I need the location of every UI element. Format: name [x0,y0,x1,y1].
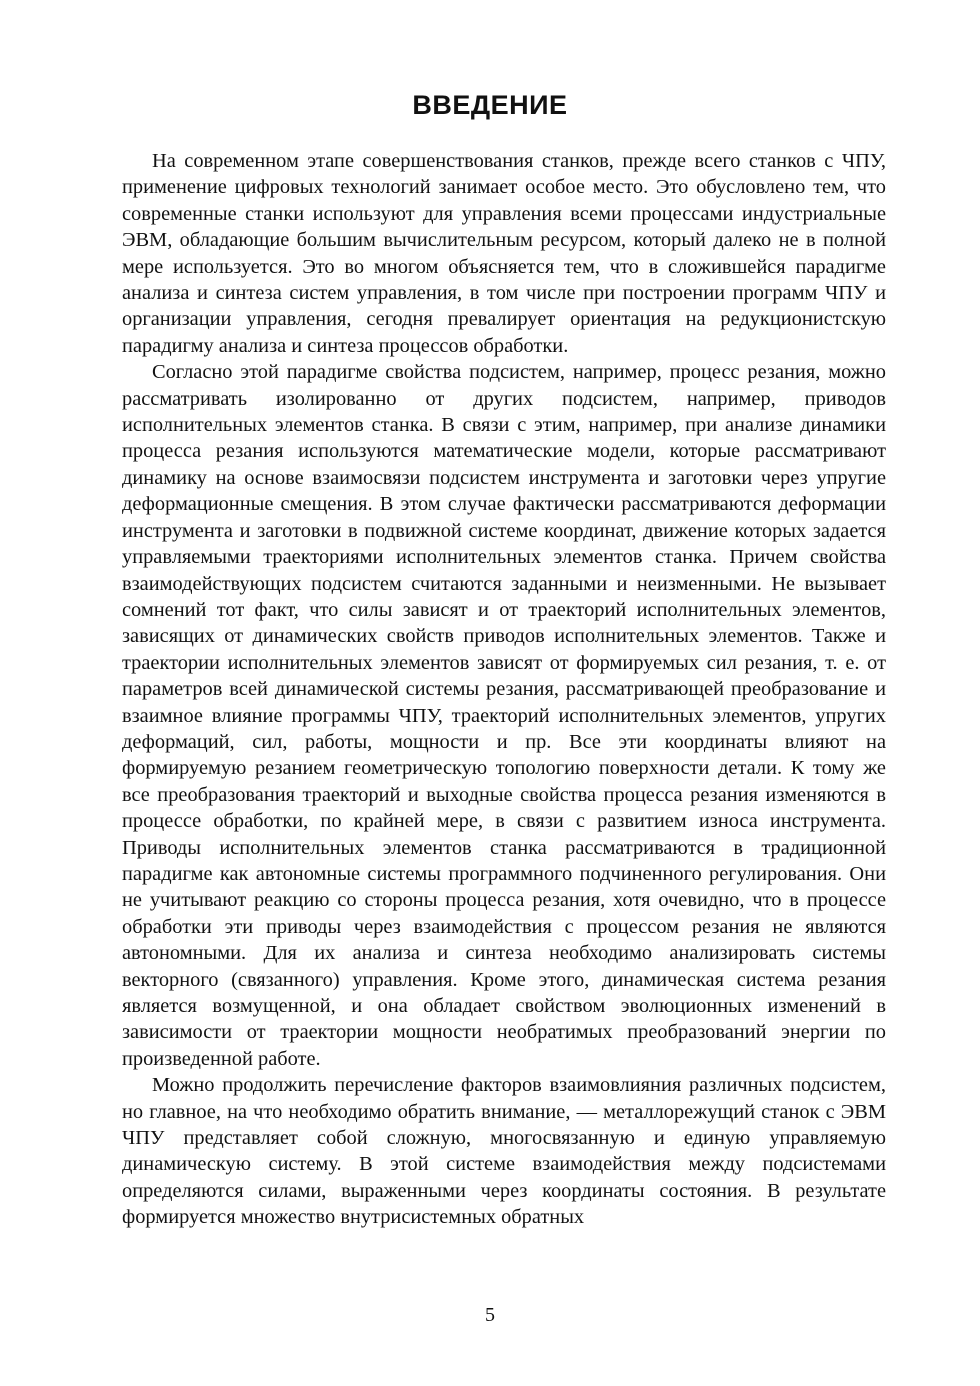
page-number: 5 [485,1304,495,1326]
chapter-heading: ВВЕДЕНИЕ [412,90,568,120]
paragraph-2: Согласно этой парадигме свойства подсистем, например, процесс резания, можно рассматривать изолированно от других подсистем, например, приводов исполнительных элементов станка. В связи с этим, например, при анализе динамики процесса резания используются математические модели, которые рассматривают динамику на основе взаимосвязи подсистем инструмента и заготовки через упругие деформационные смещения. В этом случае фактически рассматриваются деформации инструмента и заготовки в подвижной системе координат, движение которых задается управляемыми траекториями исполнительных элементов станка. Причем свойства взаимодействующих подсистем считаются заданными и неизменными. Не вызывает сомнений тот факт, что силы зависят и от траекторий исполнительных элементов, зависящих от динамических свойств приводов исполнительных элементов. Также и траектории исполнительных элементов зависят от формируемых сил резания, т. е. от параметров всей динамической системы резания, рассматривающей преобразование и взаимное влияние программы ЧПУ, траекторий исполнительных элементов, упругих деформаций, сил, работы, мощности и пр. Все эти координаты влияют на формируемую резанием геометрическую топологию поверхности детали. К тому же все преобразования траекторий и выходные свойства процесса резания изменяются в процессе обработки, по крайней мере, в связи с развитием износа инструмента. Приводы исполнительных элементов станка рассматриваются в традиционной парадигме как автономные системы программного подчиненного регулирования. Они не учитывают реакцию со стороны процесса резания, хотя очевидно, что в процессе обработки эти приводы через взаимодействия с процессом резания не являются автономными. Для их анализа и синтеза необходимо анализировать системы векторного (связанного) управления. Кроме этого, динамическая система резания является возмущенной, и она обладает свойством эволюционных изменений в зависимости от траектории мощности необратимых преобразований энергии по произведенной работе. [122,361,886,1070]
paragraph-3: Можно продолжить перечисление факторов взаимовлияния различных подсистем, но главное, на что необходимо обратить внимание, — металлорежущий станок с ЭВМ ЧПУ представляет собой сложную, многосвязанную и единую управляемую динамическую систему. В этой системе взаимодействия между подсистемами определяются силами, выраженными через координаты состояния. В результате формируется множество внутрисистемных обратных [122,1074,886,1229]
body-text [122,148,886,1231]
paragraph-1: На современном этапе совершенствования станков, прежде всего станков с ЧПУ, применение цифровых технологий занимает особое место. Это обусловлено тем, что современные станки используют для управления всеми процессами индустриальные ЭВМ, обладающие большим вычислительным ресурсом, который далеко не в полной мере используется. Это во многом объясняется тем, что в сложившейся парадигме анализа и синтеза систем управления, в том числе при построении программ ЧПУ и организации управления, сегодня превалирует ориентация на редукционистскую парадигму анализа и синтеза процессов обработки. [122,150,886,357]
